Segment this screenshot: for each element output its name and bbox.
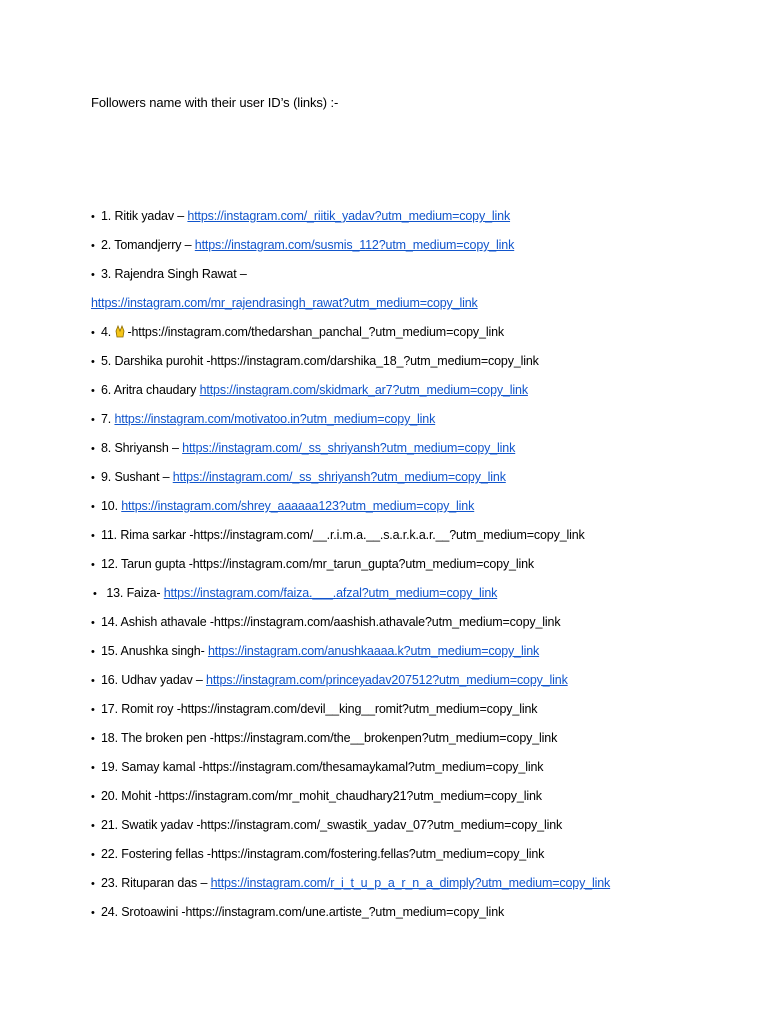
follower-text: 20. Mohit -https://instagram.com/mr_mohit_chaudhary21?utm_medium=copy_link [101, 789, 542, 803]
profile-link[interactable]: https://instagram.com/_ss_shriyansh?utm_medium=copy_link [172, 470, 506, 484]
follower-text: 2. Tomandjerry – [101, 238, 195, 252]
profile-link[interactable]: https://instagram.com/_riitik_yadav?utm_medium=copy_link [187, 209, 511, 223]
list-item [91, 354, 539, 368]
follower-text: 13. Faiza- [103, 586, 164, 600]
bullet: • [91, 269, 95, 281]
list-item [91, 267, 247, 281]
list-item [91, 818, 562, 832]
profile-link[interactable]: https://instagram.com/faiza.___.afzal?utm_medium=copy_link [163, 586, 498, 600]
bullet: • [91, 501, 95, 513]
bullet: • [91, 385, 95, 397]
follower-text: 15. Anushka singh- [101, 644, 208, 658]
bullet: • [91, 356, 95, 368]
follower-text: 18. The broken pen -https://instagram.com/the__brokenpen?utm_medium=copy_link [101, 731, 558, 745]
bullet: • [91, 327, 95, 339]
list-item [91, 441, 515, 455]
follower-text: 24. Srotoawini -https://instagram.com/une.artiste_?utm_medium=copy_link [101, 905, 505, 919]
follower-text: -https://instagram.com/thedarshan_panchal_?utm_medium=copy_link [127, 325, 504, 339]
bullet: • [91, 820, 95, 832]
bullet: • [91, 675, 95, 687]
follower-text: 3. Rajendra Singh Rawat – [101, 267, 247, 281]
follower-text: 11. Rima sarkar -https://instagram.com/__.r.i.m.a.__.s.a.r.k.a.r.__?utm_medium=copy_link [101, 528, 585, 542]
list-item [91, 905, 504, 919]
list-item [91, 499, 474, 513]
bullet: • [91, 211, 95, 223]
list-item [91, 296, 478, 310]
profile-link[interactable]: https://instagram.com/_ss_shriyansh?utm_medium=copy_link [182, 441, 516, 455]
bullet: • [91, 559, 95, 571]
list-item [91, 209, 510, 223]
list-item [91, 731, 557, 745]
follower-text: 5. Darshika purohit -https://instagram.com/darshika_18_?utm_medium=copy_link [101, 354, 539, 368]
profile-link[interactable]: https://instagram.com/princeyadav207512?utm_medium=copy_link [206, 673, 568, 687]
follower-text: 6. Aritra chaudary [101, 383, 200, 397]
list-item [91, 586, 497, 600]
list-item [91, 702, 537, 716]
list-item [91, 383, 528, 397]
list-item [91, 615, 560, 629]
follower-text: 14. Ashish athavale -https://instagram.com/aashish.athavale?utm_medium=copy_link [101, 615, 561, 629]
profile-link[interactable]: https://instagram.com/susmis_112?utm_medium=copy_link [194, 238, 515, 252]
profile-link[interactable]: https://instagram.com/skidmark_ar7?utm_medium=copy_link [199, 383, 528, 397]
bullet: • [91, 617, 95, 629]
list-item [91, 470, 506, 484]
list-item [91, 557, 534, 571]
bullet: • [93, 588, 97, 600]
list-item [91, 644, 539, 658]
list-item [91, 789, 542, 803]
follower-text: 23. Rituparan das – [101, 876, 211, 890]
bullet: • [91, 849, 95, 861]
bullet: • [91, 443, 95, 455]
bullet: • [91, 791, 95, 803]
bullet: • [91, 530, 95, 542]
follower-text: 12. Tarun gupta -https://instagram.com/mr_tarun_gupta?utm_medium=copy_link [101, 557, 535, 571]
bullet: • [91, 414, 95, 426]
profile-link[interactable]: https://instagram.com/anushkaaaa.k?utm_medium=copy_link [207, 644, 540, 658]
bullet: • [91, 240, 95, 252]
list-item [91, 673, 568, 687]
follower-text: 17. Romit roy -https://instagram.com/devil__king__romit?utm_medium=copy_link [101, 702, 538, 716]
follower-text: 22. Fostering fellas -https://instagram.com/fostering.fellas?utm_medium=copy_link [101, 847, 545, 861]
bullet: • [91, 472, 95, 484]
bullet: • [91, 907, 95, 919]
list-item [91, 325, 504, 339]
follower-text: 19. Samay kamal -https://instagram.com/thesamaykamal?utm_medium=copy_link [101, 760, 544, 774]
follower-text: 10. [101, 499, 122, 513]
list-item [91, 528, 585, 542]
list-item [91, 238, 514, 252]
bullet: • [91, 762, 95, 774]
bullet: • [91, 704, 95, 716]
bullet: • [91, 646, 95, 658]
follower-text: 7. [101, 412, 115, 426]
follower-text: 16. Udhav yadav – [101, 673, 207, 687]
document-heading: Followers name with their user ID’s (links) :- [91, 95, 339, 110]
follower-text: 8. Shriyansh – [101, 441, 183, 455]
profile-link[interactable]: https://instagram.com/mr_rajendrasingh_rawat?utm_medium=copy_link [91, 296, 478, 310]
list-item [91, 847, 544, 861]
profile-link[interactable]: https://instagram.com/r_i_t_u_p_a_r_n_a_dimply?utm_medium=copy_link [210, 876, 611, 890]
follower-text: 9. Sushant – [101, 470, 173, 484]
bullet: • [91, 733, 95, 745]
list-item [91, 412, 435, 426]
profile-link[interactable]: https://instagram.com/shrey_aaaaaa123?utm_medium=copy_link [121, 499, 475, 513]
follower-text: 1. Ritik yadav – [101, 209, 188, 223]
follower-text: 4. [101, 325, 115, 339]
profile-link[interactable]: https://instagram.com/motivatoo.in?utm_medium=copy_link [114, 412, 436, 426]
list-item [91, 760, 543, 774]
bullet: • [91, 878, 95, 890]
follower-text: 21. Swatik yadav -https://instagram.com/_swastik_yadav_07?utm_medium=copy_link [101, 818, 563, 832]
list-item [91, 876, 610, 890]
pray-hands-icon [115, 325, 125, 338]
